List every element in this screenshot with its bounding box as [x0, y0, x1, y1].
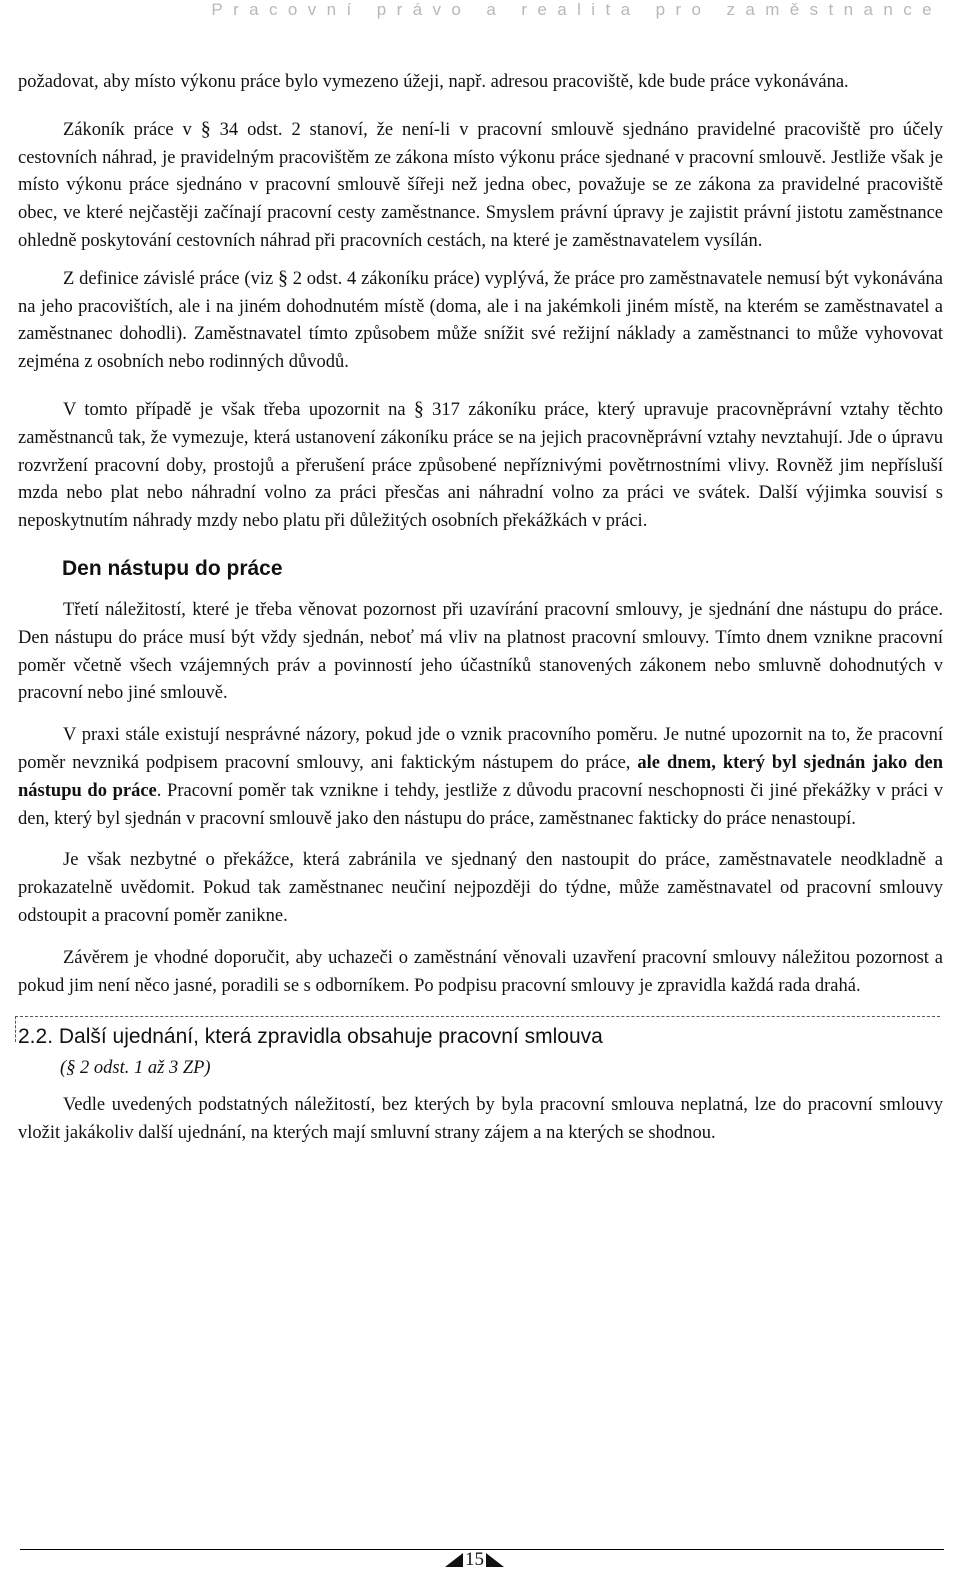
paragraph — [18, 265, 943, 377]
section-heading: 2.2. Další ujednání, která zpravidla obsahuje pracovní smlouva — [18, 1025, 603, 1049]
page-number: 15 — [465, 1549, 484, 1570]
section-marker — [15, 1016, 16, 1042]
paragraph: Vedle uvedených podstatných náležitostí, bez kterých by byla pracovní smlouva neplatná, lze do pracovní smlouvy vložit jakákoliv další ujednání, na kterých mají smluvní strany zájem a na kterých se shodnou. — [18, 1095, 943, 1143]
paragraph: Je však nezbytné o překážce, která zabránila ve sjednaný den nastoupit do práce, zaměstnavatele neodkladně a prokazatelně uvědomit. Pokud tak zaměstnanec neučiní nejpozději do týdne, může zaměstnavatel od pracovní smlouvy odstoupit a pracovní poměr zanikne. — [18, 850, 943, 926]
triangle-right-icon — [486, 1553, 504, 1567]
paragraph-text: 2 odst. 4 zákoníku práce) vyplývá, že práce pro zaměstnavatele nemusí být vykonávána na jeho pracovištích, ale i na jiném dohodnutém místě (doma, ale i na jakémkoli jiném místě, na kterém se zaměstnavatel a zaměstnanec dohodli). Zaměstnavatel tímto způsobem může snížit své režijní náklady a zaměstnanci to může vyhovovat zejména z osobních nebo rodinných důvodů. — [18, 268, 943, 373]
section-sign: § — [200, 117, 211, 140]
section-heading-block — [18, 1016, 943, 1050]
triangle-left-icon — [445, 1553, 463, 1567]
paragraph-text: 317 zákoníku práce, který upravuje pracovněprávní vztahy těchto zaměstnanců tak, že vymezuje, která ustanovení zákoníku práce se na jejich pracovněprávní vztahy nevztahují. Jde o úpravu rozvržení pracovní doby, prostojů a přerušení práce způsobené nepříznivými povětrnostními vlivy. Rovněž jim nepřísluší mzda nebo plat nebo náhradní volno za práci přesčas ani náhradní volno za práci ve svátek. Další výjimka souvisí s neposkytnutím náhrady mzdy nebo platu při důležitých osobních překážkách v práci. — [18, 399, 943, 532]
section-reference: (§ 2 odst. 1 až 3 ZP) — [60, 1058, 211, 1079]
paragraph-text: Z definice závislé práce (viz — [63, 268, 278, 289]
paragraph — [18, 396, 943, 536]
page-body — [18, 69, 943, 1148]
section-sign: § — [413, 397, 424, 420]
page-number-group — [445, 1550, 504, 1570]
paragraph: požadovat, aby místo výkonu práce bylo vymezeno úžeji, např. adresou pracoviště, kde bude práce vykonávána. — [18, 72, 849, 92]
subheading: Den nástupu do práce — [62, 556, 283, 580]
paragraph — [18, 722, 943, 833]
paragraph-text: V praxi stále existují nesprávné názory, pokud jde o vznik pracovního poměru. Je nutné upozornit na to, že pracovní poměr nevzniká podpisem pracovní smlouvy, ani faktickým nástupem do práce, — [18, 725, 943, 773]
running-header: Pracovní právo a realita pro zaměstnance — [211, 0, 942, 19]
paragraph — [18, 116, 943, 256]
paragraph-text: . Pracovní poměr tak vznikne i tehdy, jestliže z důvodu pracovní neschopnosti či jiné překážky v práci v den, který byl sjednán v pracovní smlouvě jako den nástupu do práce, zaměstnanec fakticky do práce nenastoupí. — [18, 780, 944, 829]
section-divider — [15, 1016, 940, 1017]
section-sign: § — [277, 266, 288, 289]
paragraph: Závěrem je vhodné doporučit, aby uchazeči o zaměstnání věnovali uzavření pracovní smlouvy náležitou pozornost a pokud jim není něco jasné, poradili se s odborníkem. Po podpisu pracovní smlouvy je zpravidla každá rada drahá. — [18, 947, 943, 996]
paragraph-text: V tomto případě je však třeba upozornit na — [63, 399, 414, 420]
paragraph: Třetí náležitostí, které je třeba věnovat pozornost při uzavírání pracovní smlouvy, je sjednání dne nástupu do práce. Den nástupu do práce musí být vždy sjednán, neboť má vliv na platnost pracovní smlouvy. Tímto dnem vznikne pracovní poměr včetně všech vzájemných práv a povinností jeho účastníků stanovených zákonem nebo smluvně dohodnutých v pracovní nebo jiné smlouvě. — [18, 599, 943, 704]
emphasis-text: ale dnem, který byl sjednán jako den nástupu do práce — [18, 752, 944, 801]
paragraph-text: 34 odst. 2 stanoví, že není-li v pracovní smlouvě sjednáno pravidelné pracoviště pro účely cestovních náhrad, je pravidelným pracovištěm ze zákona místo výkonu práce sjednané v pracovní smlouvě. Jestliže však je místo výkonu práce sjednáno v pracovní smlouvě šířeji než jedna obec, považuje se ze zákona za pravidelné pracoviště obec, ve které nejčastěji začínají pracovní cesty zaměstnance. Smyslem právní úpravy je zajistit právní jistotu zaměstnance ohledně poskytování cestovních náhrad při pracovních cestách, na které je zaměstnavatelem vysílán. — [18, 119, 943, 251]
paragraph-text: Zákoník práce v — [63, 119, 201, 140]
